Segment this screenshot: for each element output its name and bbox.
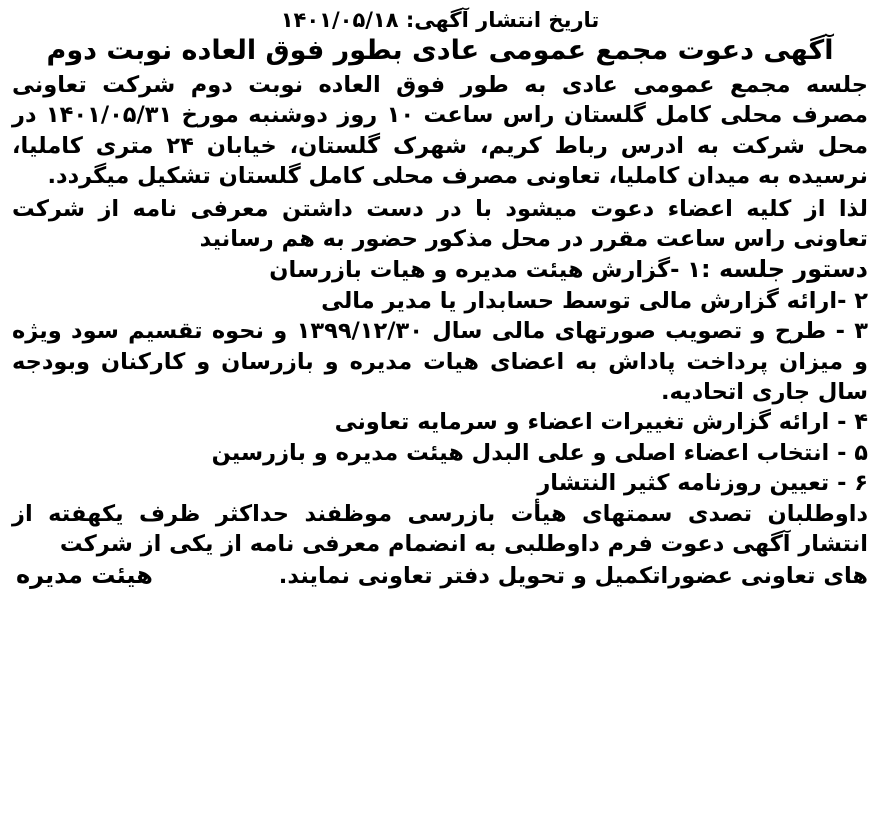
signature: هیئت مدیره bbox=[16, 560, 153, 589]
agenda-item: ۳ - طرح و تصویب صورتهای مالی سال ۱۳۹۹/۱۲/۳۰ و نحوه تقسیم سود ویژه و میزان پرداخت پاداش به اعضای هیات مدیره و بازرسان و کارکنان وبودجه سال جاری اتحادیه. bbox=[12, 318, 868, 406]
agenda-label: دستور جلسه : bbox=[701, 255, 868, 284]
notice-title: آگهی دعوت مجمع عمومی عادی بطور فوق العاده نوبت دوم bbox=[46, 35, 834, 66]
invitation-paragraph: لذا از کلیه اعضاء دعوت میشود با در دست داشتن معرفی نامه از شرکت تعاونی راس ساعت مقرر در محل مذکور حضور به هم رسانید bbox=[12, 195, 868, 253]
agenda-item bbox=[12, 254, 868, 285]
agenda-item-text: ۱ -گزارش هیئت مدیره و هیات بازرسان bbox=[269, 257, 702, 284]
agenda-list bbox=[12, 254, 868, 498]
agenda-item: ۶ - تعیین روزنامه کثیر النتشار bbox=[537, 470, 868, 497]
closing-row bbox=[12, 560, 868, 591]
agenda-item: ۴ - ارائه گزارش تغییرات اعضاء و سرمایه تعاونی bbox=[334, 409, 868, 436]
candidates-paragraph-end: های تعاونی عضوراتکمیل و تحویل دفتر تعاونی نمایند. bbox=[278, 562, 868, 589]
intro-paragraph: جلسه مجمع عمومی عادی به طور فوق العاده نوبت دوم شرکت تعاونی مصرف محلی کامل گلستان راس ساعت ۱۰ روز دوشنبه مورخ ۱۴۰۱/۰۵/۳۱ در محل شرکت به ادرس رباط کریم، شهرک گلستان، خیابان ۲۴ متری کاملیا، نرسیده به میدان کاملیا، تعاونی مصرف محلی کامل گلستان تشکیل میگردد. bbox=[12, 72, 869, 190]
agenda-item: ۵ - انتخاب اعضاء اصلی و علی البدل هیئت مدیره و بازرسین bbox=[211, 439, 868, 466]
publication-date: تاریخ انتشار آگهی: ۱۴۰۱/۰۵/۱۸ bbox=[280, 8, 600, 32]
agenda-item: ۲ -ارائه گزارش مالی توسط حسابدار یا مدیر مالی bbox=[321, 287, 868, 314]
candidates-paragraph: داوطلبان تصدی سمتهای هیأت بازرسی موظفند حداکثر ظرف یکهفته از انتشار آگهی دعوت فرم داوطلبی به انضمام معرفی نامه از یکی از شرکت bbox=[12, 500, 868, 558]
